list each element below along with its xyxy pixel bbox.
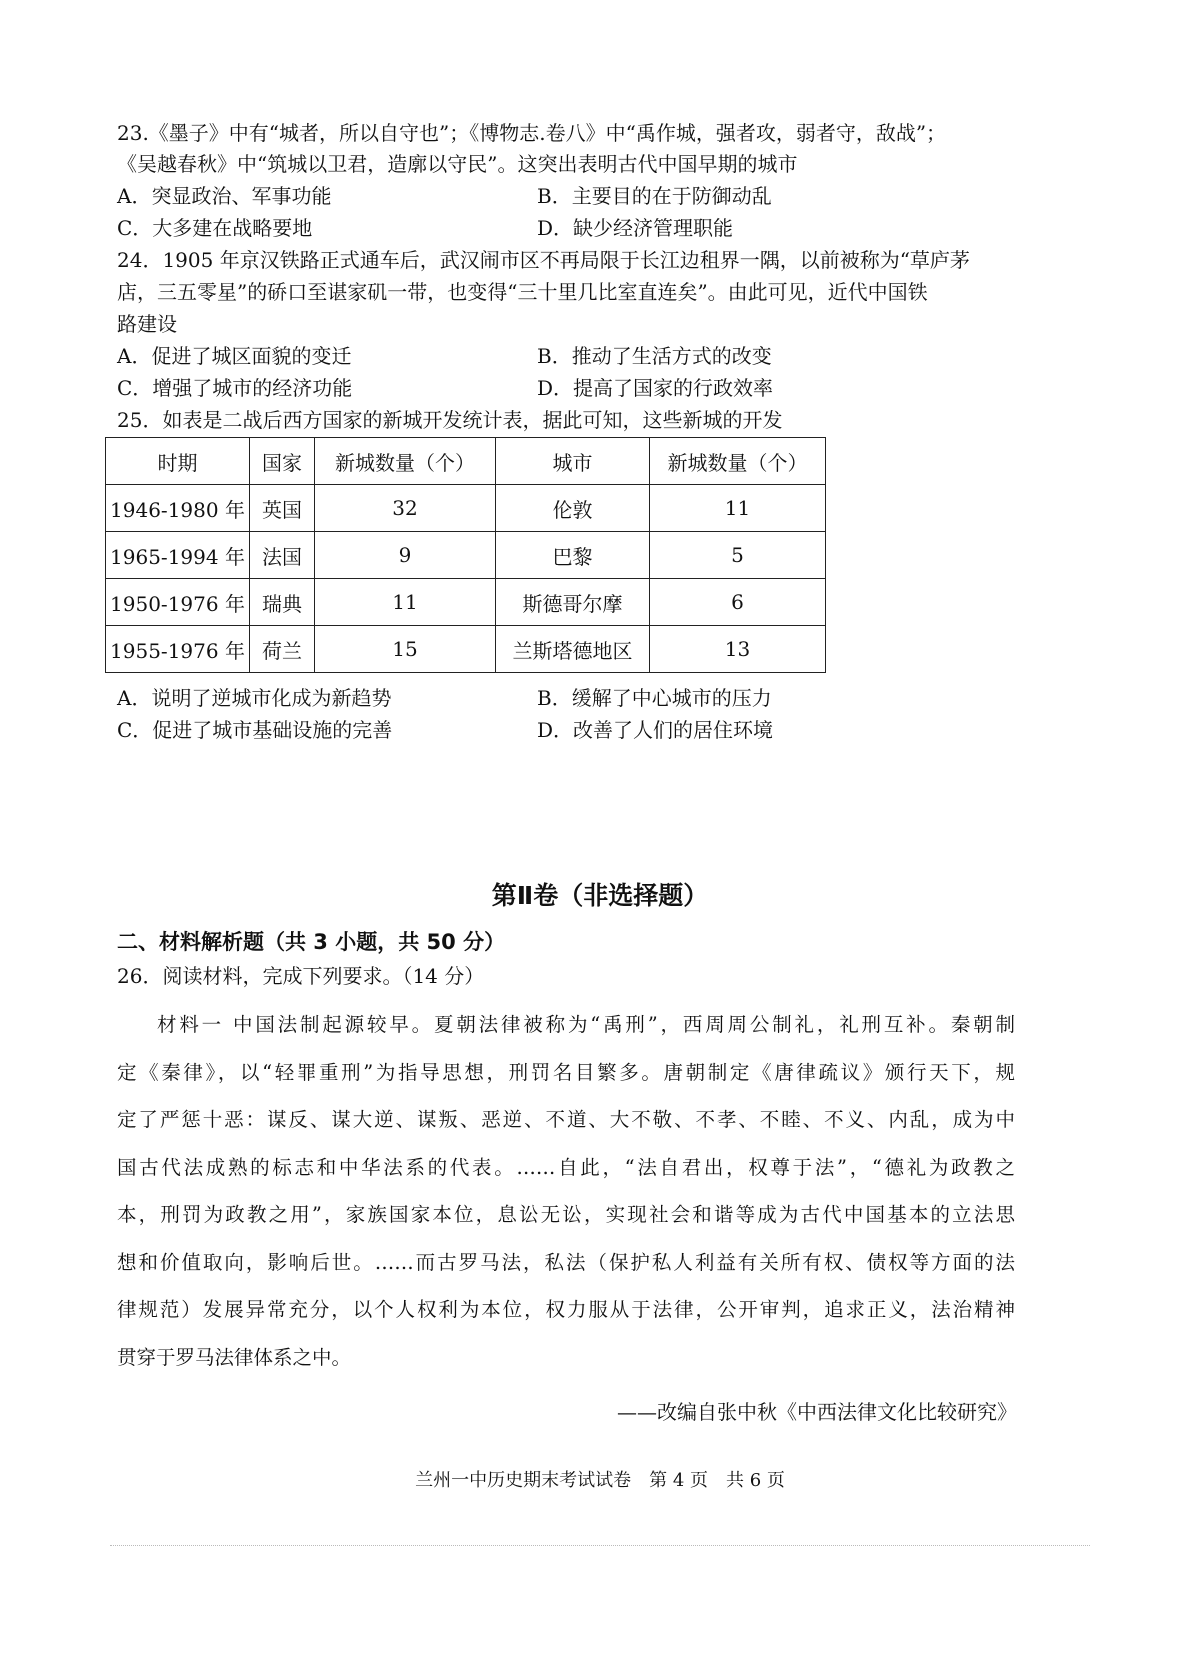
material-line: 本，刑罚为政教之用”，家族国家本位，息讼无讼，实现社会和谐等成为古代中国基本的立法思 [117, 1203, 1015, 1226]
table-cell: 1955-1976 年 [106, 626, 250, 673]
q24-option-b: B．推动了生活方式的改变 [537, 344, 772, 368]
table-row [106, 579, 826, 626]
table-cell: 32 [315, 485, 496, 532]
table-cell: 15 [315, 626, 496, 673]
page-footer: 兰州一中历史期末考试试卷 第 4 页 共 6 页 [415, 1470, 785, 1491]
q25-stem: 25．如表是二战后西方国家的新城开发统计表，据此可知，这些新城的开发 [117, 408, 783, 432]
table-cell: 荷兰 [250, 626, 315, 673]
material-line: 贯穿于罗马法律体系之中。 [117, 1346, 352, 1369]
new-town-table [105, 437, 826, 673]
q25-option-d: D．改善了人们的居住环境 [537, 718, 774, 742]
table-cell: 伦敦 [496, 485, 650, 532]
table-cell: 法国 [250, 532, 315, 579]
table-header-row [106, 438, 826, 485]
section-title: 第Ⅱ卷（非选择题） [491, 881, 709, 910]
table-header: 时期 [106, 438, 250, 485]
material-citation: ——改编自张中秋《中西法律文化比较研究》 [617, 1400, 1017, 1424]
table-row [106, 532, 826, 579]
table-row [106, 485, 826, 532]
q23-stem-line: 23.《墨子》中有“城者，所以自守也”；《博物志.卷八》中“禹作城，强者攻，弱者守，敌战”； [117, 121, 947, 145]
material-line: 想和价值取向，影响后世。……而古罗马法，私法（保护私人利益有关所有权、债权等方面的法 [117, 1251, 1015, 1274]
table-cell: 1950-1976 年 [106, 579, 250, 626]
table-cell: 1965-1994 年 [106, 532, 250, 579]
table-cell: 9 [315, 532, 496, 579]
material-line: 定《秦律》，以“轻罪重刑”为指导思想，刑罚名目繁多。唐朝制定《唐律疏议》颁行天下，规 [117, 1061, 1015, 1084]
q23-option-a: A．突显政治、军事功能 [117, 184, 332, 208]
q24-stem-line: 24．1905 年京汉铁路正式通车后，武汉闹市区不再局限于长江边租界一隅，以前被称为“草庐茅 [117, 248, 970, 272]
table-header: 新城数量（个） [315, 438, 496, 485]
table-cell: 6 [650, 579, 826, 626]
table-header: 新城数量（个） [650, 438, 826, 485]
material-line: 律规范）发展异常充分，以个人权利为本位，权力服从于法律，公开审判，追求正义，法治精神 [117, 1298, 1015, 1321]
q24-option-d: D．提高了国家的行政效率 [537, 376, 774, 400]
table-row [106, 626, 826, 673]
table-cell: 1946-1980 年 [106, 485, 250, 532]
q24-option-c: C．增强了城市的经济功能 [117, 376, 353, 400]
material-line: 定了严惩十恶：谋反、谋大逆、谋叛、恶逆、不道、大不敬、不孝、不睦、不义、内乱，成为中 [117, 1108, 1015, 1131]
q23-option-b: B．主要目的在于防御动乱 [537, 184, 772, 208]
q23-option-d: D．缺少经济管理职能 [537, 216, 734, 240]
table-header: 城市 [496, 438, 650, 485]
table-cell: 斯德哥尔摩 [496, 579, 650, 626]
table-cell: 11 [650, 485, 826, 532]
q23-stem-line: 《吴越春秋》中“筑城以卫君，造廓以守民”。这突出表明古代中国早期的城市 [117, 152, 798, 176]
q25-option-c: C．促进了城市基础设施的完善 [117, 718, 393, 742]
table-cell: 英国 [250, 485, 315, 532]
table-cell: 13 [650, 626, 826, 673]
q26-stem: 26．阅读材料，完成下列要求。（14 分） [117, 964, 485, 988]
table-cell: 瑞典 [250, 579, 315, 626]
material-line: 国古代法成熟的标志和中华法系的代表。……自此，“法自君出，权尊于法”，“德礼为政教之 [117, 1156, 1015, 1179]
material-line: 材料一 中国法制起源较早。夏朝法律被称为“禹刑”，西周周公制礼，礼刑互补。秦朝制 [157, 1013, 1015, 1036]
table-cell: 兰斯塔德地区 [496, 626, 650, 673]
q24-stem-line: 店，三五零星”的硚口至谌家矶一带，也变得“三十里几比室直连矣”。由此可见，近代中国铁 [117, 280, 928, 304]
page-divider [110, 1545, 1090, 1546]
table-cell: 5 [650, 532, 826, 579]
q25-option-a: A．说明了逆城市化成为新趋势 [117, 686, 392, 710]
q23-option-c: C．大多建在战略要地 [117, 216, 313, 240]
table-cell: 巴黎 [496, 532, 650, 579]
q24-stem-line: 路建设 [117, 312, 177, 336]
q24-option-a: A．促进了城区面貌的变迁 [117, 344, 352, 368]
table-header: 国家 [250, 438, 315, 485]
q25-option-b: B．缓解了中心城市的压力 [537, 686, 772, 710]
table-cell: 11 [315, 579, 496, 626]
part-title: 二、材料解析题（共 3 小题，共 50 分） [117, 930, 506, 954]
